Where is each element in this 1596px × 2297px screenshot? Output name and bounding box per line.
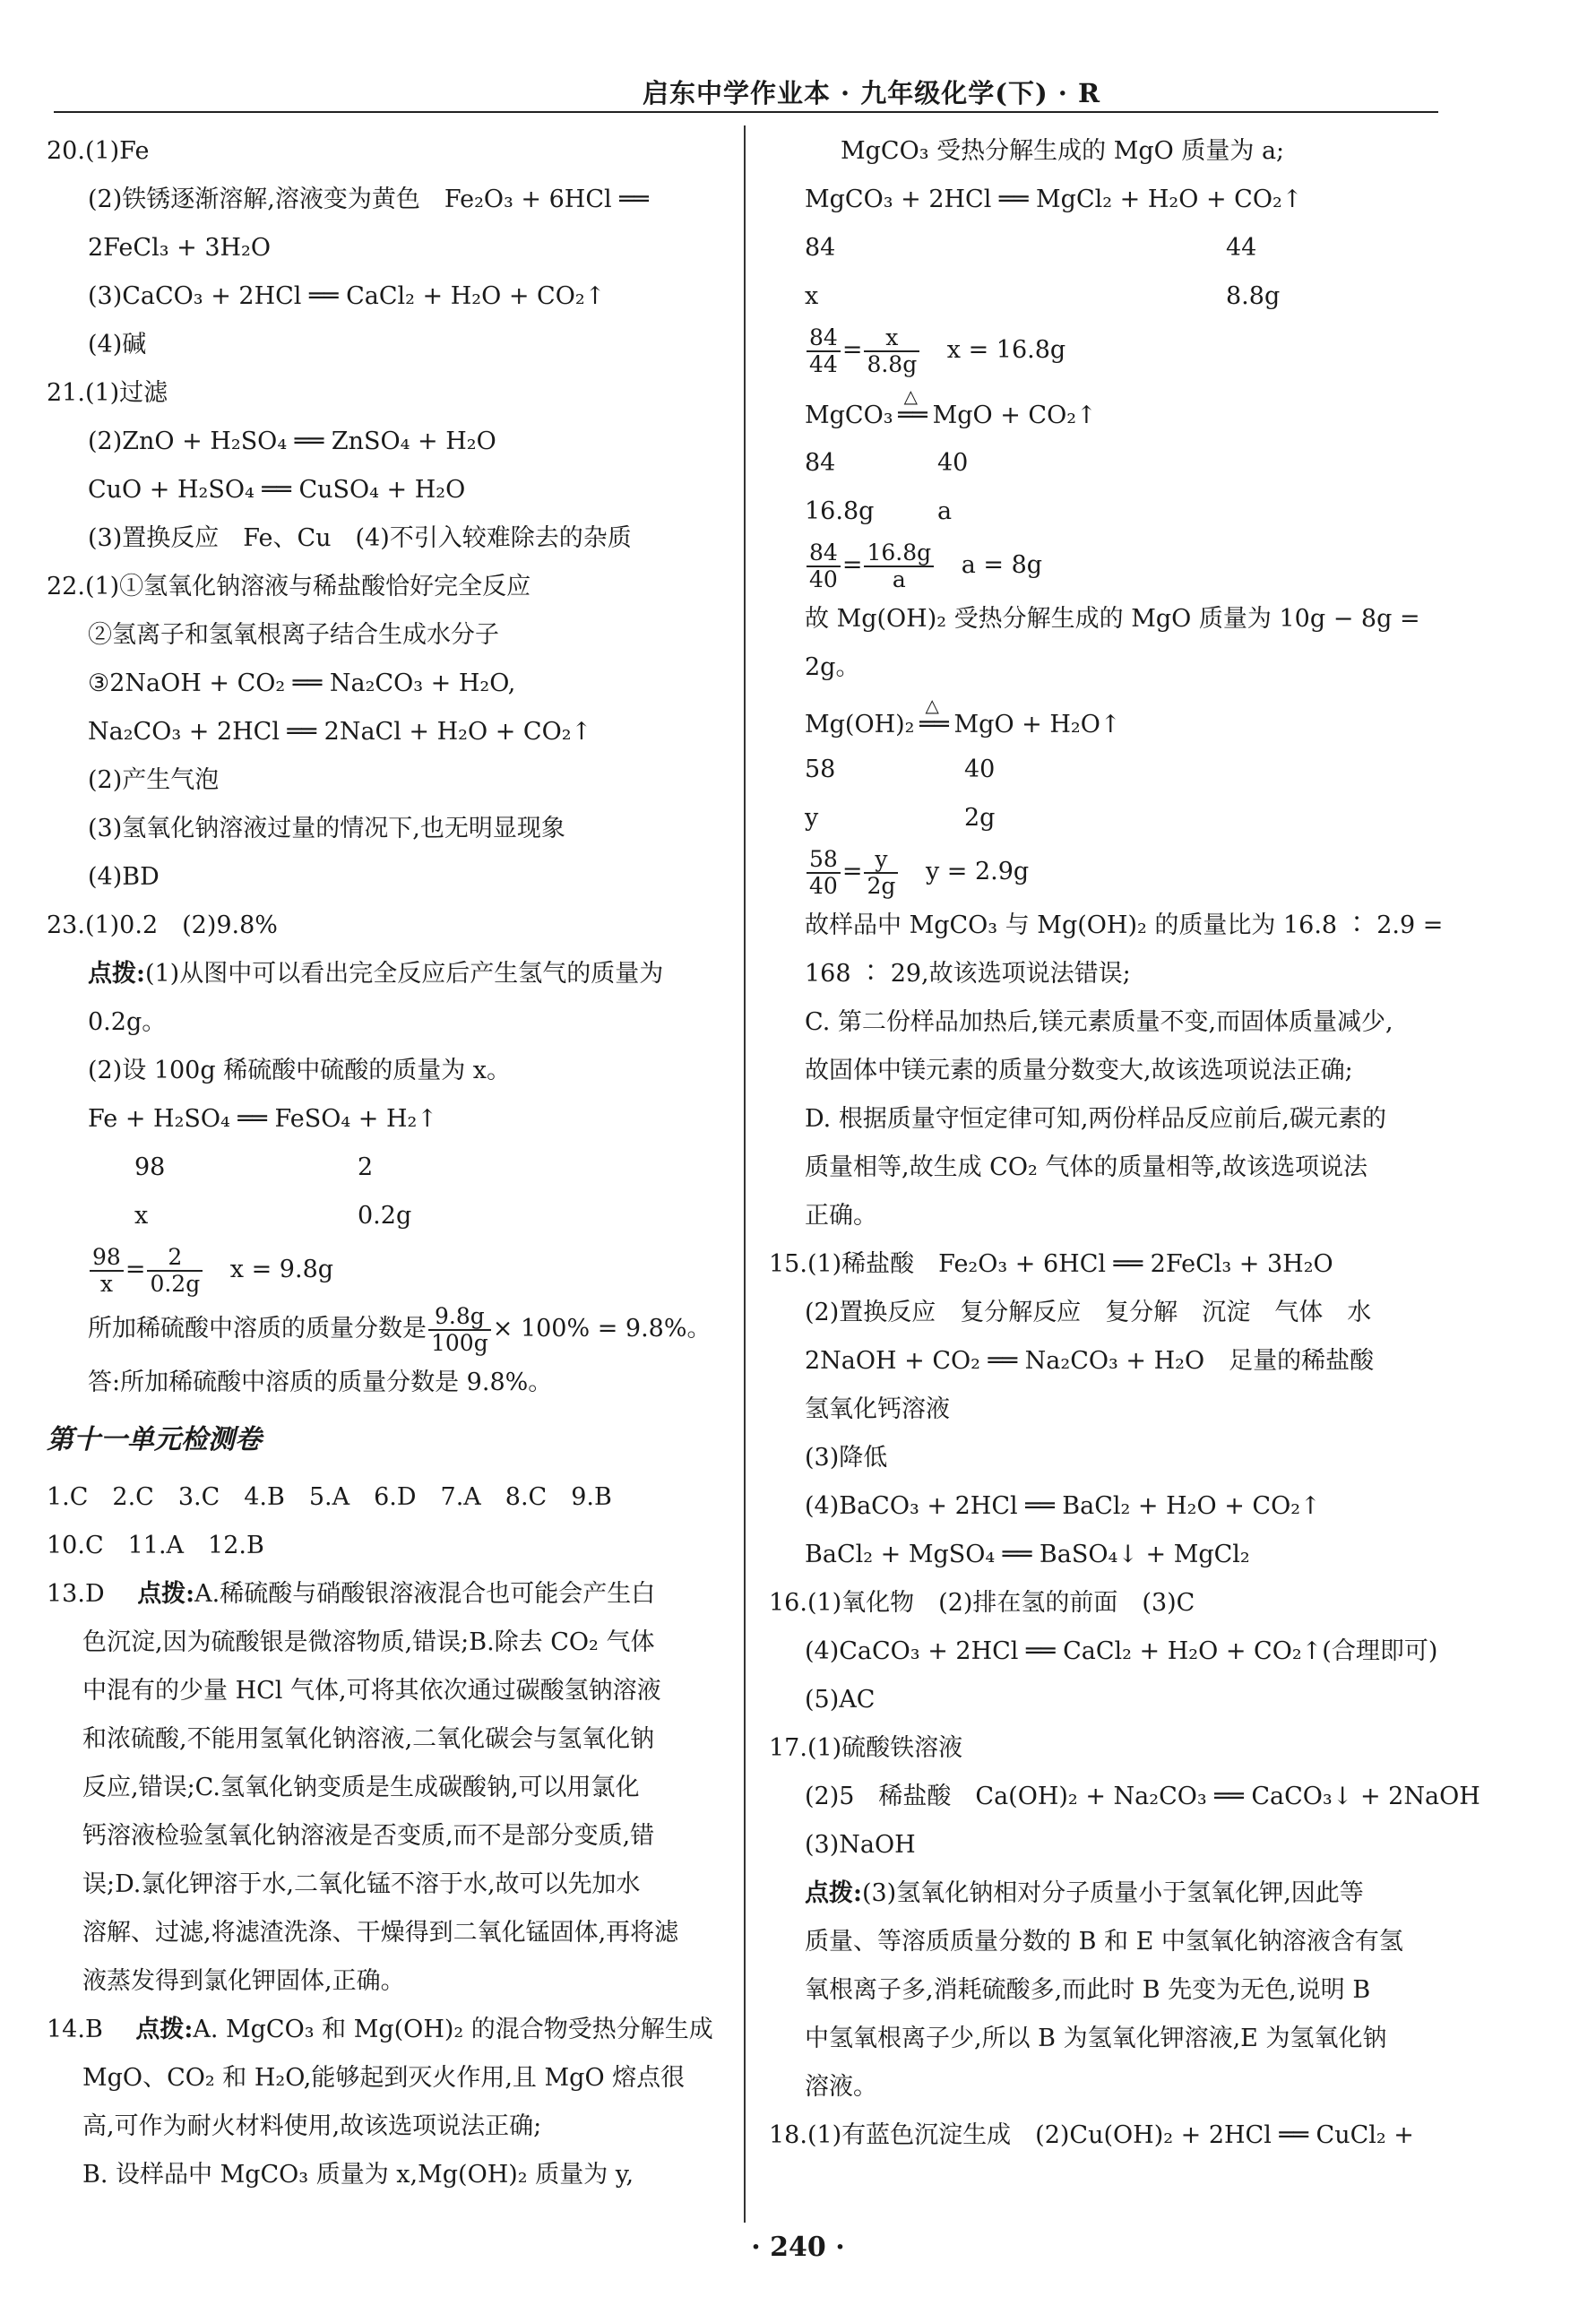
heat-symbol: △ xyxy=(903,385,918,407)
q23-percentage: 所加稀硫酸中溶质的质量分数是 $\frac{9.8g}{100g}$ × 100% = 9.8%。 xyxy=(88,1302,712,1356)
q21-line-3: CuO + H₂SO₄ ══ CuSO₄ + H₂O xyxy=(88,476,466,504)
ratio-value: 0.2g xyxy=(358,1202,412,1230)
q16-line-2: (4)CaCO₃ + 2HCl ══ CaCl₂ + H₂O + CO₂↑(合理即可) xyxy=(805,1637,1438,1665)
q20-line-3: 2FeCl₃ + 3H₂O xyxy=(88,234,272,262)
q22-line-2: ②氢离子和氢氧根离子结合生成水分子 xyxy=(88,621,499,649)
r-decompose-1: MgCO₃ △ ══ MgO + CO₂↑ xyxy=(805,380,1439,439)
q22-line-5: (2)产生气泡 xyxy=(88,766,220,794)
tip-label: 点拨: xyxy=(805,1879,862,1907)
q14-line-2: MgO、CO₂ 和 H₂O,能够起到灭火作用,且 MgO 熔点很 xyxy=(82,2064,686,2092)
result: x = 9.8g xyxy=(229,1256,334,1283)
q17-line-2: (2)5 稀盐酸 Ca(OH)₂ + Na₂CO₃ ══ CaCO₃↓ + 2NaOH xyxy=(805,1783,1480,1810)
q21-line-2: (2)ZnO + H₂SO₄ ══ ZnSO₄ + H₂O xyxy=(88,427,496,455)
r-ratio-row: 84 40 xyxy=(805,449,969,477)
q13-line-2: 色沉淀,因为硫酸银是微溶物质,错误;B.除去 CO₂ 气体 xyxy=(82,1628,655,1656)
q17-line-6: 氧根离子多,消耗硫酸多,而此时 B 先变为无色,说明 B xyxy=(805,1976,1371,2004)
tip-label: 点拨: xyxy=(135,2016,194,2043)
r-line-4: 故 Mg(OH)₂ 受热分解生成的 MgO 质量为 10g − 8g = xyxy=(805,605,1420,633)
fraction: $\frac{2}{0.2g}$ xyxy=(147,1245,203,1297)
q17-line-8: 溶液。 xyxy=(805,2073,877,2101)
q17-line-1: 17.(1)硫酸铁溶液 xyxy=(769,1734,963,1762)
mc-answers-1: 1.C 2.C 3.C 4.B 5.A 6.D 7.A 8.C 9.B xyxy=(47,1483,612,1511)
q21-line-4: (3)置换反应 Fe、Cu (4)不引入较难除去的杂质 xyxy=(88,524,632,552)
q15-line-4: 氢氧化钙溶液 xyxy=(805,1395,950,1423)
r-ratio-row: 84 44 xyxy=(805,234,1257,262)
r-line-8: 168 ∶ 29,故该选项说法错误; xyxy=(805,960,1131,988)
q13-line-8: 溶解、过滤,将滤渣洗涤、干燥得到二氧化锰固体,再将滤 xyxy=(82,1919,679,1947)
q23-ratio-row-1 xyxy=(47,1144,723,1192)
q17-line-7: 中氢氧根离子少,所以 B 为氢氧化钾溶液,E 为氢氧化钠 xyxy=(805,2025,1387,2052)
fraction: $\frac{98}{x}$ xyxy=(90,1245,124,1297)
q23-proportion: $\frac{98}{x}$ = $\frac{2}{0.2g}$ x = 9.8g xyxy=(47,1240,723,1300)
page-header xyxy=(54,70,1438,113)
q23-tip-line xyxy=(47,950,723,998)
q15-line-1: 15.(1)稀盐酸 Fe₂O₃ + 6HCl ══ 2FeCl₃ + 3H₂O xyxy=(769,1250,1333,1278)
left-column xyxy=(47,127,723,2199)
q22-line-1: 22.(1)①氢氧化钠溶液与稀盐酸恰好完全反应 xyxy=(47,573,531,600)
q18-line-1: 18.(1)有蓝色沉淀生成 (2)Cu(OH)₂ + 2HCl ══ CuCl₂ + xyxy=(769,2121,1414,2149)
section-title: 第十一单元检测卷 xyxy=(47,1424,262,1455)
fraction: $\frac{16.8g}{a}$ xyxy=(864,540,934,592)
q20-line-5: (4)碱 xyxy=(88,331,147,358)
q20-line-2: (2)铁锈逐渐溶解,溶液变为黄色 Fe₂O₃ + 6HCl ══ xyxy=(88,186,649,213)
q23-line-5: Fe + H₂SO₄ ══ FeSO₄ + H₂↑ xyxy=(88,1105,437,1133)
ratio-value: 98 xyxy=(134,1153,166,1181)
q23-line-1: 23.(1)0.2 (2)9.8% xyxy=(47,911,278,939)
r-line-12: 质量相等,故生成 CO₂ 气体的质量相等,故该选项说法 xyxy=(805,1153,1367,1181)
q15-line-6: (4)BaCO₃ + 2HCl ══ BaCl₂ + H₂O + CO₂↑ xyxy=(805,1492,1321,1520)
q23-answer: 答:所加稀硫酸中溶质的质量分数是 9.8%。 xyxy=(88,1369,553,1396)
r-line-5: 2g。 xyxy=(805,653,860,681)
q16-line-1: 16.(1)氧化物 (2)排在氢的前面 (3)C xyxy=(769,1589,1195,1617)
q23-line-3: 0.2g。 xyxy=(88,1008,167,1036)
r-proportion-3: $\frac{58}{40}$ = $\frac{y}{2g}$ y = 2.9g xyxy=(805,842,1439,902)
tip-label: 点拨: xyxy=(88,960,145,988)
r-ratio-row: x 8.8g xyxy=(805,282,1281,310)
r-line-7: 故样品中 MgCO₃ 与 Mg(OH)₂ 的质量比为 16.8 ∶ 2.9 = xyxy=(805,911,1444,939)
q13-line-9: 液蒸发得到氯化钾固体,正确。 xyxy=(82,1967,405,1995)
fraction: $\frac{84}{44}$ xyxy=(807,325,841,377)
fraction: $\frac{y}{2g}$ xyxy=(864,847,898,899)
r-ratio-row: y 2g xyxy=(805,804,996,832)
tip-label: 点拨: xyxy=(137,1580,195,1608)
fraction: $\frac{84}{40}$ xyxy=(807,540,841,592)
q14-line-3: 高,可作为耐火材料使用,故该选项说法正确; xyxy=(82,2112,542,2140)
q14-line-1: 14.B 点拨:A. MgCO₃ 和 Mg(OH)₂ 的混合物受热分解生成 xyxy=(47,2016,713,2043)
page-number: · 240 · xyxy=(751,2232,845,2263)
q23-ratio-row-2 xyxy=(47,1192,723,1240)
q13-line-6: 钙溶液检验氢氧化钠溶液是否变质,而不是部分变质,错 xyxy=(82,1822,655,1850)
q17-tip-line: 点拨:(3)氢氧化钠相对分子质量小于氢氧化钾,因此等 xyxy=(805,1879,1364,1907)
fraction: $\frac{58}{40}$ xyxy=(807,847,841,899)
column-divider xyxy=(744,125,746,2223)
q22-line-6: (3)氢氧化钠溶液过量的情况下,也无明显现象 xyxy=(88,815,565,842)
r-line-11: D. 根据质量守恒定律可知,两份样品反应前后,碳元素的 xyxy=(805,1105,1387,1133)
r-line-9: C. 第二份样品加热后,镁元素质量不变,而固体质量减少, xyxy=(805,1008,1393,1036)
q13-line-4: 和浓硫酸,不能用氢氧化钠溶液,二氧化碳会与氢氧化钠 xyxy=(82,1725,655,1753)
q13-line-7: 误;D.氯化钾溶于水,二氧化锰不溶于水,故可以先加水 xyxy=(82,1870,641,1898)
q21-line-1: 21.(1)过滤 xyxy=(47,379,168,407)
fraction: $\frac{9.8g}{100g}$ xyxy=(428,1304,491,1356)
right-column xyxy=(769,127,1480,2160)
r-line-10: 故固体中镁元素的质量分数变大,故该选项说法正确; xyxy=(805,1057,1353,1084)
q20-line-4: (3)CaCO₃ + 2HCl ══ CaCl₂ + H₂O + CO₂↑ xyxy=(88,282,606,310)
q13-line-5: 反应,错误;C.氢氧化钠变质是生成碳酸钠,可以用氯化 xyxy=(82,1774,640,1801)
q15-line-7: BaCl₂ + MgSO₄ ══ BaSO₄↓ + MgCl₂ xyxy=(805,1541,1250,1568)
q17-line-3: (3)NaOH xyxy=(805,1831,916,1859)
ratio-value: 2 xyxy=(358,1153,374,1181)
header-title: 启东中学作业本 · 九年级化学(下) · R xyxy=(642,78,1101,108)
heat-symbol: △ xyxy=(925,695,939,716)
r-line-1: MgCO₃ 受热分解生成的 MgO 质量为 a; xyxy=(841,137,1285,165)
r-line-13: 正确。 xyxy=(805,1202,877,1230)
q16-line-3: (5)AC xyxy=(805,1686,876,1714)
r-decompose-2: Mg(OH)₂ △ ══ MgO + H₂O↑ xyxy=(805,692,1439,746)
mc-answers-2: 10.C 11.A 12.B xyxy=(47,1532,264,1559)
q13-line-1: 13.D 点拨:A.稀硫酸与硝酸银溶液混合也可能会产生白 xyxy=(47,1580,656,1608)
ratio-value: x xyxy=(134,1202,149,1230)
q14-line-4: B. 设样品中 MgCO₃ 质量为 x,Mg(OH)₂ 质量为 y, xyxy=(82,2161,634,2189)
q15-line-5: (3)降低 xyxy=(805,1444,888,1472)
q23-line-4: (2)设 100g 稀硫酸中硫酸的质量为 x。 xyxy=(88,1057,512,1084)
q22-line-4: Na₂CO₃ + 2HCl ══ 2NaCl + H₂O + CO₂↑ xyxy=(88,718,592,746)
q20-line-1: 20.(1)Fe xyxy=(47,137,150,165)
q17-line-5: 质量、等溶质质量分数的 B 和 E 中氢氧化钠溶液含有氢 xyxy=(805,1928,1403,1956)
r-proportion-2: $\frac{84}{40}$ = $\frac{16.8g}{a}$ a = 8g xyxy=(805,536,1439,595)
q15-line-2: (2)置换反应 复分解反应 复分解 沉淀 气体 水 xyxy=(805,1299,1372,1326)
q15-line-3: 2NaOH + CO₂ ══ Na₂CO₃ + H₂O 足量的稀盐酸 xyxy=(805,1347,1375,1375)
r-proportion-1: $\frac{84}{44}$ = $\frac{x}{8.8g}$ x = 16.8g xyxy=(805,321,1439,380)
fraction: $\frac{x}{8.8g}$ xyxy=(864,325,919,377)
q22-line-3: ③2NaOH + CO₂ ══ Na₂CO₃ + H₂O, xyxy=(88,669,516,697)
q22-line-7: (4)BD xyxy=(88,863,160,891)
q13-line-3: 中混有的少量 HCl 气体,可将其依次通过碳酸氢钠溶液 xyxy=(82,1677,661,1705)
r-ratio-row: 16.8g a xyxy=(805,497,953,525)
q23-line-2: (1)从图中可以看出完全反应后产生氢气的质量为 xyxy=(144,960,664,988)
r-ratio-row: 58 40 xyxy=(805,756,996,783)
r-line-2: MgCO₃ + 2HCl ══ MgCl₂ + H₂O + CO₂↑ xyxy=(805,186,1303,213)
